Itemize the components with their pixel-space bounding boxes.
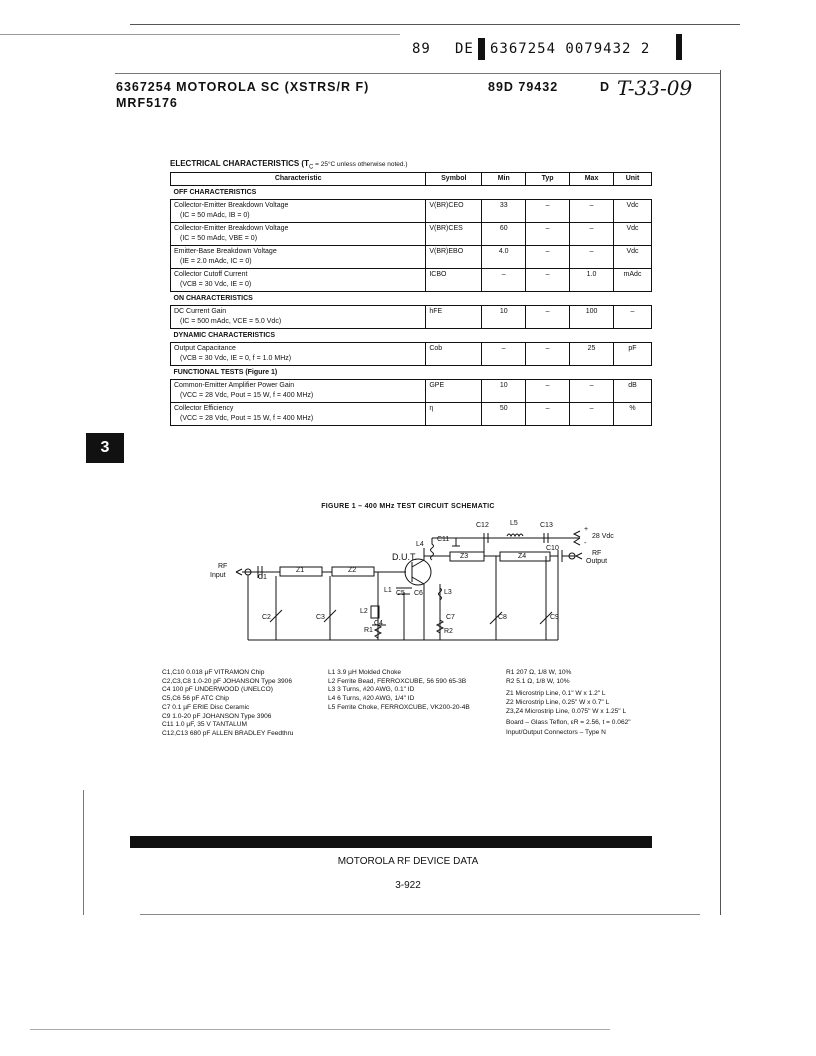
stamp-de: DE bbox=[455, 41, 474, 57]
symbol-cell: V(BR)CES bbox=[426, 223, 482, 246]
label-dut: D.U.T. bbox=[392, 552, 418, 562]
list-item: C5,C6 56 pF ATC Chip bbox=[162, 695, 229, 703]
symbol-cell: GPE bbox=[426, 380, 482, 403]
part-number: MRF5176 bbox=[116, 96, 178, 110]
char-name: Collector-Emitter Breakdown Voltage bbox=[174, 225, 289, 232]
symbol-cell: Cob bbox=[426, 343, 482, 366]
max-cell: 100 bbox=[570, 306, 614, 329]
header-code: 89D 79432 bbox=[488, 80, 559, 94]
unit-cell: dB bbox=[614, 380, 652, 403]
list-item: Z1 Microstrip Line, 0.1" W x 1.2" L bbox=[506, 690, 606, 698]
list-item: R2 5.1 Ω, 1/8 W, 10% bbox=[506, 677, 570, 685]
symbol-cell: ICBO bbox=[426, 269, 482, 292]
label-c11: C11 bbox=[437, 536, 450, 543]
min-cell: 33 bbox=[482, 200, 526, 223]
label-plus: + bbox=[584, 526, 589, 533]
min-cell: – bbox=[482, 269, 526, 292]
min-cell: – bbox=[482, 343, 526, 366]
scan-line-left bbox=[83, 790, 84, 915]
parts-list-middle bbox=[328, 669, 470, 713]
label-l1: L1 bbox=[384, 587, 392, 594]
ec-title-sub: C bbox=[308, 164, 314, 171]
label-c3: C3 bbox=[316, 614, 325, 621]
section-off: OFF CHARACTERISTICS bbox=[171, 186, 652, 200]
section-on: ON CHARACTERISTICS bbox=[171, 292, 652, 306]
list-item: R1 207 Ω, 1/8 W, 10% bbox=[506, 669, 572, 676]
parts-list-left bbox=[162, 669, 293, 739]
char-cond: (VCC = 28 Vdc, Pout = 15 W, f = 400 MHz) bbox=[180, 415, 314, 422]
max-cell: – bbox=[570, 403, 614, 426]
max-cell: – bbox=[570, 200, 614, 223]
list-item: L4 6 Turns, #20 AWG, 1/4" ID bbox=[328, 695, 415, 703]
label-c1: C1 bbox=[258, 574, 267, 581]
stamp-code: 6367254 0079432 2 bbox=[490, 41, 651, 57]
list-item: Board – Glass Teflon, εR = 2.56, t = 0.062" bbox=[506, 718, 631, 726]
list-item: Z2 Microstrip Line, 0.25" W x 0.7" L bbox=[506, 699, 610, 707]
label-minus: - bbox=[584, 540, 587, 547]
handwritten-code: T-33-09 bbox=[617, 76, 693, 100]
section-functional: FUNCTIONAL TESTS (Figure 1) bbox=[171, 366, 652, 380]
label-c6: C6 bbox=[414, 590, 423, 597]
label-l5: L5 bbox=[510, 520, 518, 527]
list-item: C2,C3,C8 1.0-20 pF JOHANSON Type 3906 bbox=[162, 677, 292, 685]
list-item: C11 1.0 µF, 35 V TANTALUM bbox=[162, 721, 248, 729]
min-cell: 50 bbox=[482, 403, 526, 426]
typ-cell: – bbox=[526, 223, 570, 246]
label-c13: C13 bbox=[540, 522, 553, 529]
char-name: DC Current Gain bbox=[174, 308, 227, 315]
typ-cell: – bbox=[526, 269, 570, 292]
list-item: C4 100 pF UNDERWOOD (UNELCO) bbox=[162, 686, 273, 694]
symbol-cell: V(BR)CEO bbox=[426, 200, 482, 223]
ec-title-main: ELECTRICAL CHARACTERISTICS (T bbox=[170, 159, 309, 168]
symbol-cell: η bbox=[426, 403, 482, 426]
max-cell: 1.0 bbox=[570, 269, 614, 292]
char-name: Collector Efficiency bbox=[174, 405, 234, 412]
min-cell: 10 bbox=[482, 380, 526, 403]
max-cell: – bbox=[570, 223, 614, 246]
list-item: L5 Ferrite Choke, FERROXCUBE, VK200-20-4B bbox=[328, 703, 470, 711]
col-header: Characteristic bbox=[171, 173, 426, 186]
label-c8: C8 bbox=[498, 614, 507, 621]
label-l3: L3 bbox=[444, 589, 452, 596]
typ-cell: – bbox=[526, 403, 570, 426]
max-cell: – bbox=[570, 246, 614, 269]
char-name: Collector-Emitter Breakdown Voltage bbox=[174, 202, 289, 209]
col-header: Max bbox=[570, 173, 614, 186]
list-item: L3 3 Turns, #20 AWG, 0.1" ID bbox=[328, 686, 415, 694]
unit-cell: – bbox=[614, 306, 652, 329]
label-r2: R2 bbox=[444, 628, 453, 635]
footer-bar bbox=[130, 836, 652, 848]
label-c4: C4 bbox=[374, 620, 383, 627]
label-c7: C7 bbox=[446, 614, 455, 621]
label-l4: L4 bbox=[416, 541, 424, 548]
label-z4: Z4 bbox=[518, 553, 527, 560]
list-item: L2 Ferrite Bead, FERROXCUBE, 56 590 65-3B bbox=[328, 677, 467, 685]
figure-title: FIGURE 1 – 400 MHz TEST CIRCUIT SCHEMATIC bbox=[321, 503, 495, 510]
label-c10: C10 bbox=[546, 545, 559, 552]
label-output: Output bbox=[586, 558, 608, 565]
char-cond: (IE = 2.0 mAdc, IC = 0) bbox=[180, 258, 252, 265]
typ-cell: – bbox=[526, 246, 570, 269]
label-z3: Z3 bbox=[460, 553, 469, 560]
col-header: Unit bbox=[614, 173, 652, 186]
char-cond: (IC = 50 mAdc, IB = 0) bbox=[180, 212, 250, 219]
char-cond: (VCB = 30 Vdc, IE = 0, f = 1.0 MHz) bbox=[180, 355, 292, 362]
unit-cell: Vdc bbox=[614, 223, 652, 246]
unit-cell: mAdc bbox=[614, 269, 652, 292]
footer-brand: MOTOROLA RF DEVICE DATA bbox=[337, 856, 479, 867]
char-name: Emitter-Base Breakdown Voltage bbox=[174, 248, 277, 255]
typ-cell: – bbox=[526, 306, 570, 329]
list-item: C9 1.0-20 pF JOHANSON Type 3906 bbox=[162, 712, 272, 720]
typ-cell: – bbox=[526, 343, 570, 366]
char-name: Output Capacitance bbox=[174, 345, 236, 352]
char-cond: (IC = 500 mAdc, VCE = 5.0 Vdc) bbox=[180, 318, 282, 325]
label-rf-in: RF bbox=[218, 563, 228, 570]
stamp-left: 89 bbox=[412, 41, 431, 57]
list-item: Input/Output Connectors – Type N bbox=[506, 729, 606, 737]
char-cond: (VCB = 30 Vdc, IE = 0) bbox=[180, 281, 252, 288]
typ-cell: – bbox=[526, 200, 570, 223]
max-cell: 25 bbox=[570, 343, 614, 366]
scan-line-bottom bbox=[140, 914, 700, 915]
header-line: 6367254 MOTOROLA SC (XSTRS/R F) bbox=[116, 80, 370, 94]
label-l2: L2 bbox=[360, 608, 368, 615]
label-z1: Z1 bbox=[296, 567, 305, 574]
label-c5: C5 bbox=[396, 590, 405, 597]
min-cell: 10 bbox=[482, 306, 526, 329]
list-item: C12,C13 680 pF ALLEN BRADLEY Feedthru bbox=[162, 729, 294, 737]
header-d: D bbox=[600, 80, 611, 94]
label-c2: C2 bbox=[262, 614, 271, 621]
ec-title-tail: = 25°C unless otherwise noted.) bbox=[313, 161, 408, 168]
label-28vdc: 28 Vdc bbox=[592, 533, 614, 540]
list-item: Z3,Z4 Microstrip Line, 0.075" W x 1.25" L bbox=[506, 707, 627, 715]
typ-cell: – bbox=[526, 380, 570, 403]
char-name: Common-Emitter Amplifier Power Gain bbox=[174, 382, 295, 389]
char-cond: (VCC = 28 Vdc, Pout = 15 W, f = 400 MHz) bbox=[180, 392, 314, 399]
min-cell: 4.0 bbox=[482, 246, 526, 269]
unit-cell: Vdc bbox=[614, 200, 652, 223]
label-rf-out: RF bbox=[592, 550, 602, 557]
page-number: 3-922 bbox=[395, 880, 421, 891]
symbol-cell: V(BR)EBO bbox=[426, 246, 482, 269]
char-name: Collector Cutoff Current bbox=[174, 271, 248, 278]
unit-cell: Vdc bbox=[614, 246, 652, 269]
label-r1: R1 bbox=[364, 627, 373, 634]
scan-line-foot bbox=[30, 1029, 610, 1030]
label-c9: C9 bbox=[550, 614, 559, 621]
label-c12: C12 bbox=[476, 522, 489, 529]
section-dynamic: DYNAMIC CHARACTERISTICS bbox=[171, 329, 652, 343]
list-item: C1,C10 0.018 µF VITRAMON Chip bbox=[162, 669, 265, 676]
symbol-cell: hFE bbox=[426, 306, 482, 329]
label-input: Input bbox=[210, 572, 226, 579]
unit-cell: pF bbox=[614, 343, 652, 366]
parts-list-right bbox=[506, 669, 631, 738]
char-cond: (IC = 50 mAdc, VBE = 0) bbox=[180, 235, 258, 242]
col-header: Symbol bbox=[426, 173, 482, 186]
col-header: Typ bbox=[526, 173, 570, 186]
label-z2: Z2 bbox=[348, 567, 357, 574]
max-cell: – bbox=[570, 380, 614, 403]
unit-cell: % bbox=[614, 403, 652, 426]
section-tab: 3 bbox=[86, 433, 124, 463]
min-cell: 60 bbox=[482, 223, 526, 246]
list-item: L1 3.9 µH Molded Choke bbox=[328, 669, 402, 676]
col-header: Min bbox=[482, 173, 526, 186]
list-item: C7 0.1 µF ERIE Disc Ceramic bbox=[162, 703, 250, 711]
